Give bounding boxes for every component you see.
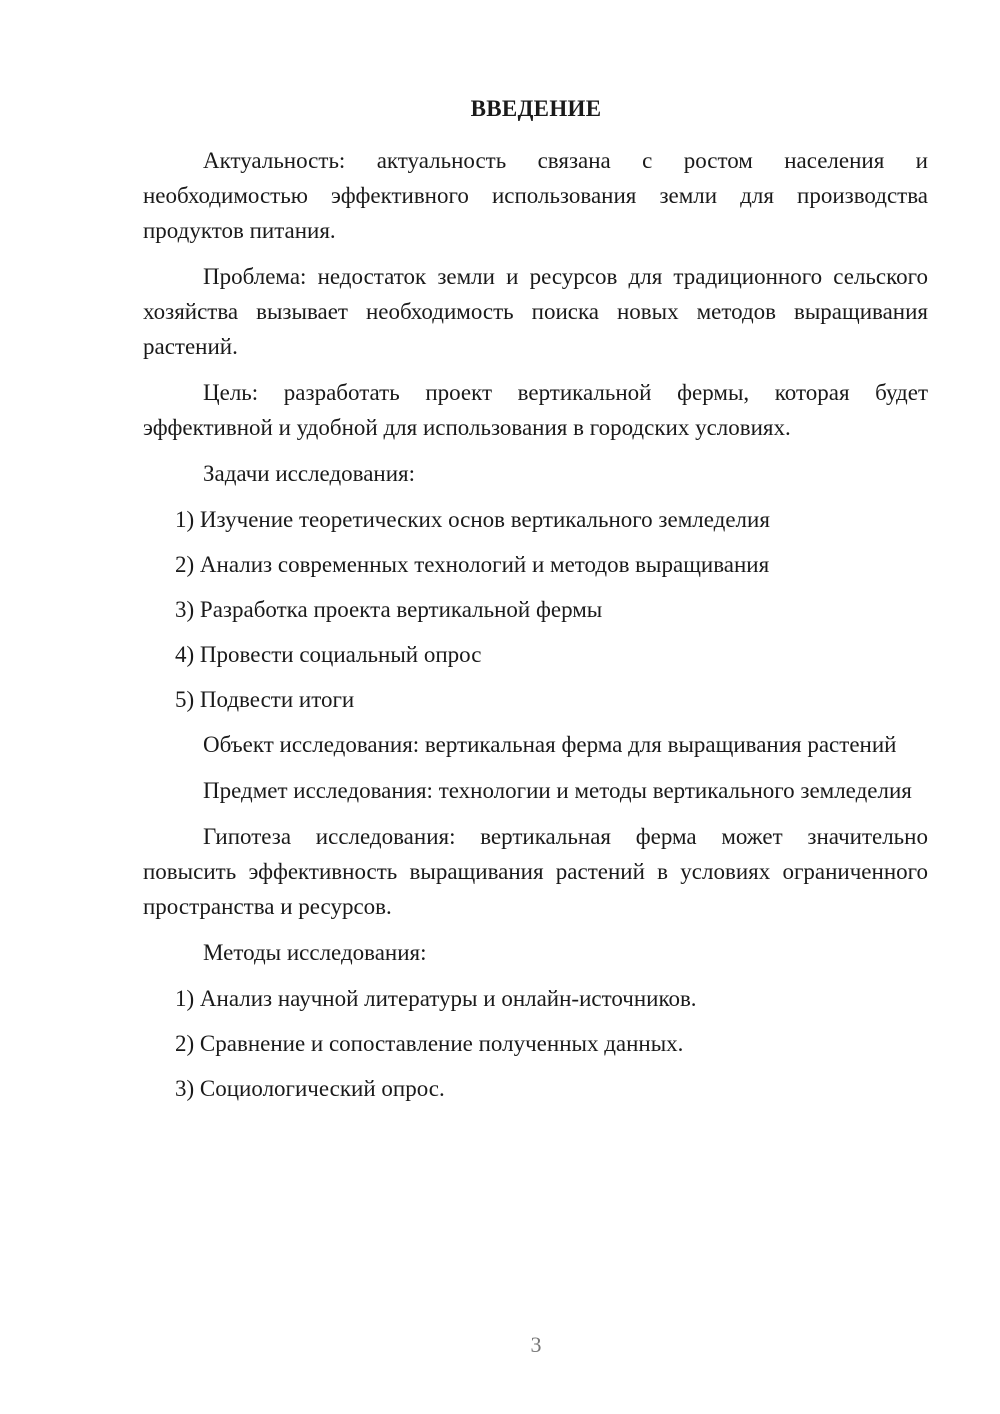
task-item: 3) Разработка проекта вертикальной фермы — [175, 597, 603, 622]
page-number: 3 — [530, 1332, 542, 1357]
document-body — [143, 143, 928, 1116]
tasks-list — [143, 502, 928, 717]
method-item: 1) Анализ научной литературы и онлайн-источников. — [175, 986, 697, 1011]
methods-label: Методы исследования: — [203, 940, 427, 965]
hypothesis-paragraph: Гипотеза исследования: вертикальная ферма может значительно повысить эффективность выращивания растений в условиях ограниченного пространства и ресурсов. — [143, 824, 928, 919]
task-item: 4) Провести социальный опрос — [175, 642, 482, 667]
tasks-label: Задачи исследования: — [203, 461, 416, 486]
page-title: ВВЕДЕНИЕ — [470, 96, 602, 121]
task-item: 2) Анализ современных технологий и методов выращивания — [175, 552, 770, 577]
problem-paragraph: Проблема: недостаток земли и ресурсов для традиционного сельского хозяйства вызывает необходимость поиска новых методов выращивания растений. — [143, 264, 928, 359]
relevance-paragraph: Актуальность: актуальность связана с ростом населения и необходимостью эффективного использования земли для производства продуктов питания. — [143, 148, 928, 243]
object-paragraph: Объект исследования: вертикальная ферма для выращивания растений — [203, 732, 897, 757]
goal-paragraph: Цель: разработать проект вертикальной фермы, которая будет эффективной и удобной для использования в городских условиях. — [143, 380, 928, 440]
method-item: 2) Сравнение и сопоставление полученных данных. — [175, 1031, 684, 1056]
methods-list — [143, 981, 928, 1106]
task-item: 5) Подвести итоги — [175, 687, 355, 712]
method-item: 3) Социологический опрос. — [175, 1076, 445, 1101]
task-item: 1) Изучение теоретических основ вертикального земледелия — [175, 507, 770, 532]
subject-paragraph: Предмет исследования: технологии и методы вертикального земледелия — [203, 778, 912, 803]
